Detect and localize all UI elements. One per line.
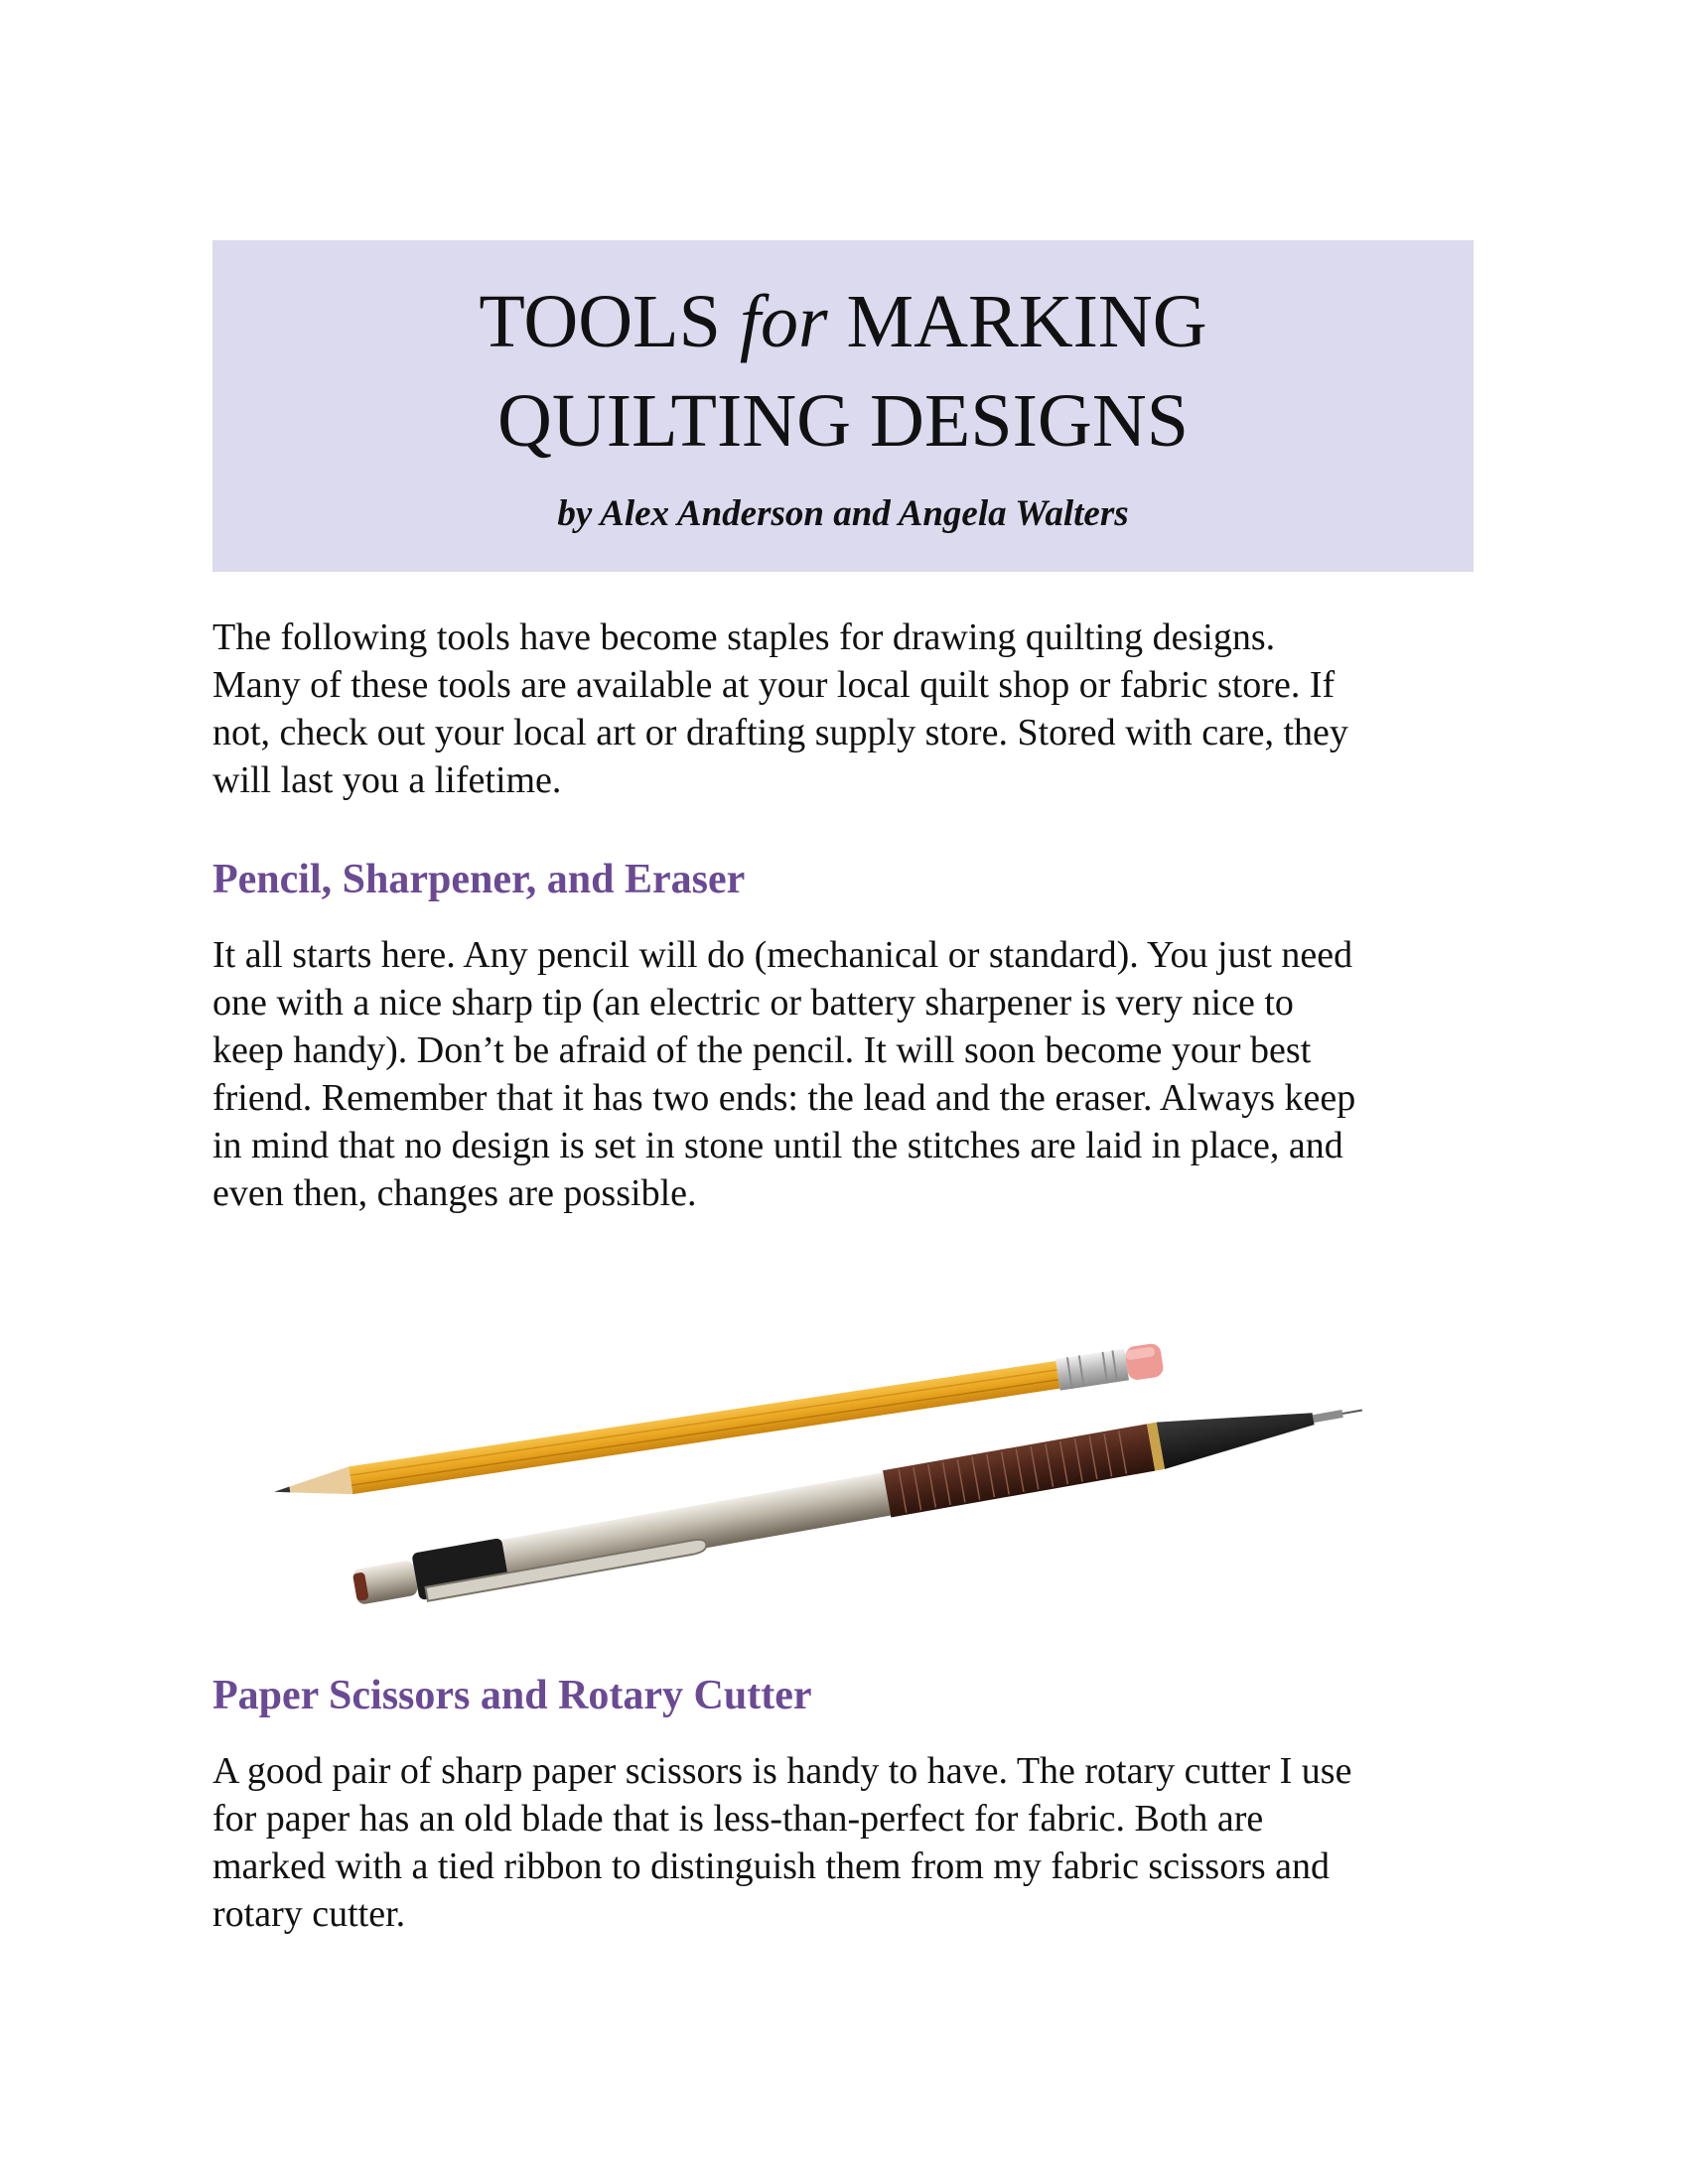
section-heading-pencil: Pencil, Sharpener, and Eraser [212, 857, 746, 902]
intro-line: not, check out your local art or drafting supply store. Stored with care, they [212, 712, 1348, 753]
paragraph-line: for paper has an old blade that is less-than-perfect for fabric. Both are [212, 1798, 1264, 1840]
paragraph-line: keep handy). Don’t be afraid of the pencil. It will soon become your best [212, 1029, 1312, 1071]
byline: by Alex Anderson and Angela Walters [557, 493, 1129, 534]
intro-line: The following tools have become staples for drawing quilting designs. [212, 616, 1276, 658]
paragraph-line: A good pair of sharp paper scissors is handy to have. The rotary cutter I use [212, 1750, 1352, 1792]
paragraph-line: in mind that no design is set in stone until the stitches are laid in place, and [212, 1125, 1343, 1166]
section-heading-scissors: Paper Scissors and Rotary Cutter [212, 1673, 812, 1718]
pencils-illustration [268, 1271, 1400, 1608]
title-word-marking: MARKING [827, 280, 1207, 363]
page-title-line-1 [212, 274, 1474, 369]
paragraph-line: marked with a tied ribbon to distinguish them from my fabric scissors and [212, 1845, 1331, 1887]
paragraph-line: even then, changes are possible. [212, 1172, 697, 1214]
mechanical-pencil-icon [351, 1387, 1366, 1608]
title-word-tools: TOOLS [479, 280, 740, 363]
paragraph-line: one with a nice sharp tip (an electric or battery sharpener is very nice to [212, 982, 1294, 1024]
paragraph-line: It all starts here. Any pencil will do (mechanical or standard). You just need [212, 934, 1353, 976]
title-word-for: for [739, 280, 828, 363]
paragraph-line: friend. Remember that it has two ends: the lead and the eraser. Always keep [212, 1077, 1356, 1119]
section-paragraph-pencil [212, 931, 1493, 1217]
intro-line: will last you a lifetime. [212, 759, 562, 801]
intro-line: Many of these tools are available at your local quilt shop or fabric store. If [212, 664, 1336, 706]
paragraph-line: rotary cutter. [212, 1893, 406, 1935]
intro-paragraph [212, 614, 1493, 804]
page-title-line-2: QUILTING DESIGNS [497, 379, 1189, 463]
section-paragraph-scissors [212, 1747, 1493, 1938]
